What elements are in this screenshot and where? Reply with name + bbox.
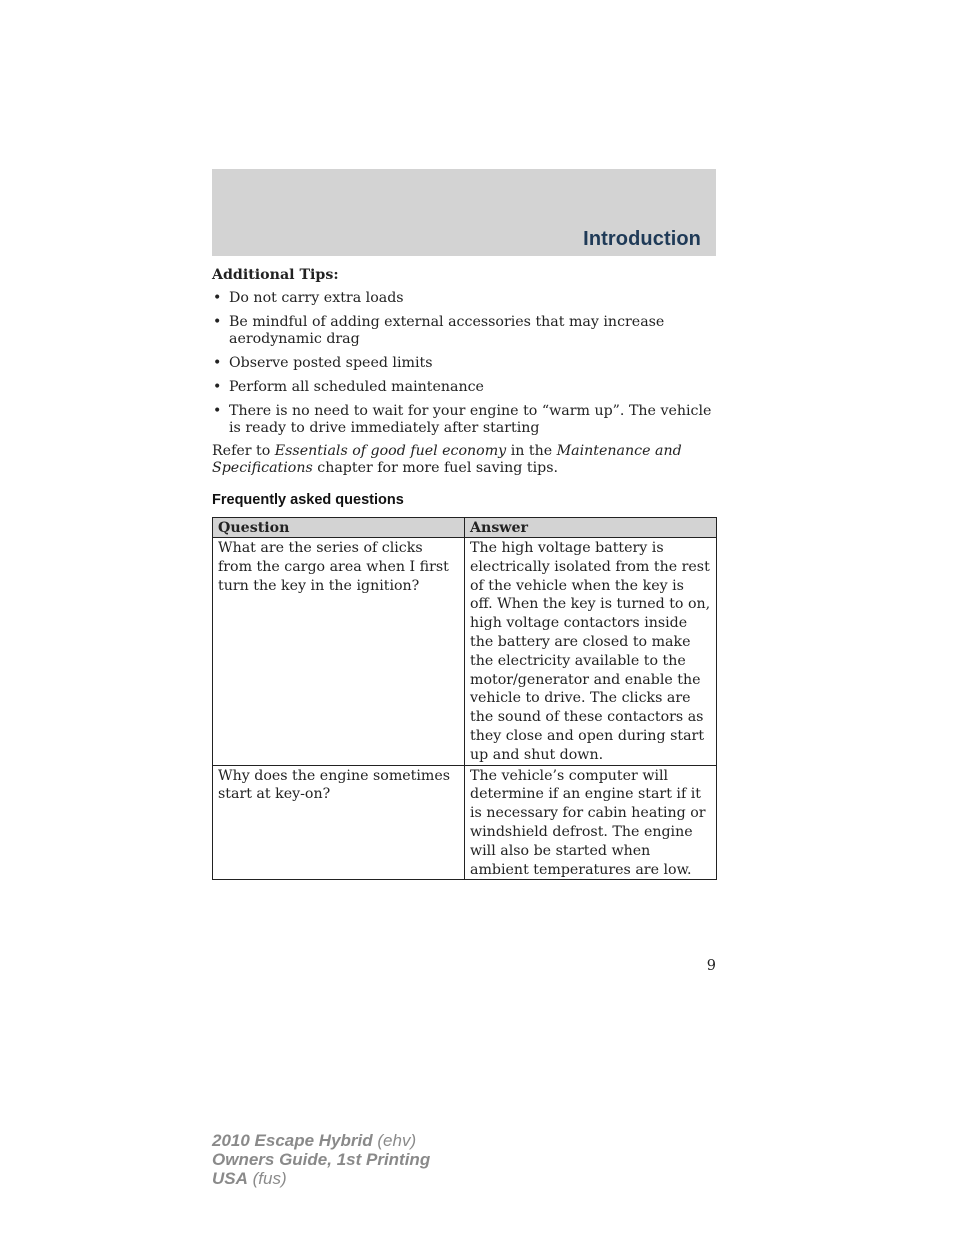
footer-market-code: (fus): [247, 1169, 287, 1188]
faq-heading: Frequently asked questions: [212, 492, 404, 508]
tip-text: Be mindful of adding external accessories that may increase aerodynamic drag: [229, 314, 665, 347]
footer-model: 2010 Escape Hybrid: [212, 1131, 373, 1150]
faq-header-row: [213, 518, 717, 538]
tip-item: [212, 403, 716, 437]
section-header-band: [212, 169, 716, 256]
tip-text: Observe posted speed limits: [229, 355, 433, 371]
refer-link-maintenance: Maintenance and Specifications: [212, 443, 682, 476]
footer-model-code: (ehv): [372, 1131, 417, 1150]
table-row: [213, 765, 717, 880]
column-header-answer: Answer: [465, 518, 717, 538]
column-header-question: Question: [213, 518, 465, 538]
page-number: 9: [706, 958, 716, 974]
footer-market: USA: [212, 1169, 248, 1188]
footer-line-3: [212, 1169, 430, 1188]
tip-item: [212, 290, 716, 307]
bullet-icon: •: [213, 290, 222, 306]
tip-item: [212, 379, 716, 396]
table-row: [213, 538, 717, 766]
bullet-icon: •: [213, 379, 222, 395]
tips-list: [212, 290, 716, 437]
footer-printing: Owners Guide, 1st Printing: [212, 1150, 431, 1169]
tip-text: Do not carry extra loads: [229, 290, 404, 306]
question-cell: Why does the engine sometimes start at key-on?: [213, 765, 465, 880]
refer-prefix: Refer to: [212, 443, 275, 459]
bullet-icon: •: [213, 403, 222, 419]
bullet-icon: •: [213, 314, 222, 330]
answer-cell: The high voltage battery is electrically isolated from the rest of the vehicle when the key is off. When the key is turned to on, high voltage contactors inside the battery are closed to make the electricity available to the motor/generator and enable the vehicle to drive. The clicks are the sound of these contactors as they close and open during start up and shut down.: [465, 538, 717, 766]
question-cell: What are the series of clicks from the cargo area when I first turn the key in the ignition?: [213, 538, 465, 766]
footer-line-1: [212, 1131, 430, 1150]
tips-heading: Additional Tips:: [212, 267, 339, 283]
refer-link-fuel-economy: Essentials of good fuel economy: [274, 443, 507, 459]
refer-paragraph: [212, 443, 716, 477]
tip-item: [212, 314, 716, 348]
tip-text: Perform all scheduled maintenance: [229, 379, 484, 395]
page-content: [212, 267, 716, 880]
answer-cell: The vehicle’s computer will determine if an engine start if it is necessary for cabin heating or windshield defrost. The engine will also be started when ambient temperatures are low.: [465, 765, 717, 880]
bullet-icon: •: [213, 355, 222, 371]
tip-item: [212, 355, 716, 372]
section-title: Introduction: [583, 228, 701, 250]
footer-imprint: [212, 1131, 430, 1188]
refer-mid: in the: [506, 443, 557, 459]
faq-table: [212, 517, 717, 880]
tip-text: There is no need to wait for your engine to “warm up”. The vehicle is ready to drive immediately after starting: [229, 403, 712, 436]
refer-suffix: chapter for more fuel saving tips.: [312, 460, 559, 476]
footer-line-2: [212, 1150, 430, 1169]
